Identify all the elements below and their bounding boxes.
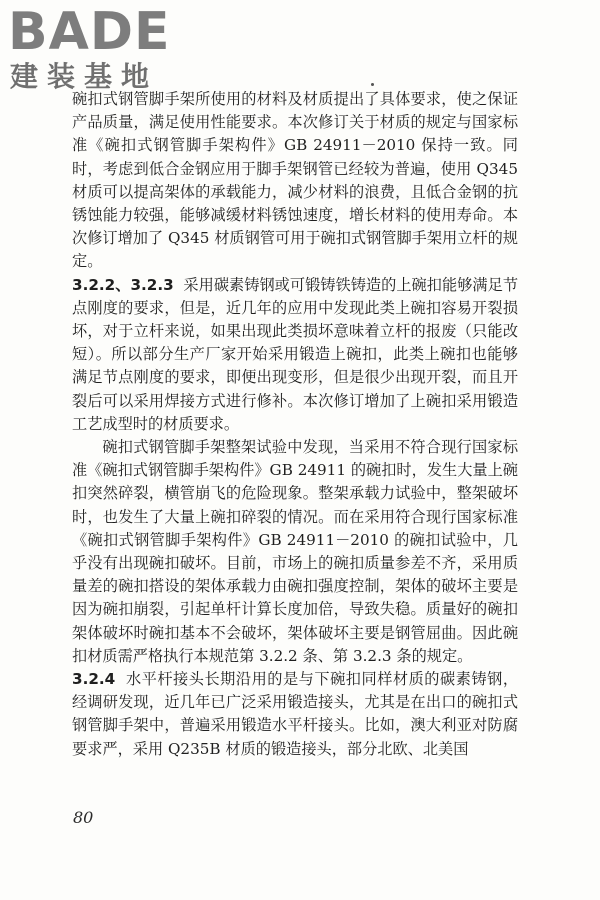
paragraph-test-results: 碗扣式钢管脚手架整架试验中发现，当采用不符合现行国家标准《碗扣式钢管脚手架构件》GB 24911 的碗扣时，发生大量上碗扣突然碎裂，横管崩飞的危险现象。整架承载力试验中，整架破坏时，也发生了大量上碗扣碎裂的情况。而在采用符合现行国家标准《碗扣式钢管脚手架构件》GB 24911－2010 的碗扣试验中，几乎没有出现碗扣破坏。目前，市场上的碗扣质量参差不齐，采用质量差的碗扣搭设的架体承载力由碗扣强度控制，架体的破坏主要是因为碗扣崩裂，引起单杆计算长度加倍，导致失稳。质量好的碗扣架体破坏时碗扣基本不会破坏，架体破坏主要是钢管屈曲。因此碗扣材质需严格执行本规范第 3.2.2 条、第 3.2.3 条的规定。 [72, 438, 518, 665]
watermark-logo [8, 2, 183, 96]
body-text [72, 88, 518, 761]
paragraph-3-2-2 [72, 274, 518, 436]
watermark-brand: BADE [8, 2, 171, 62]
section-text: 采用碳素铸钢或可锻铸铁铸造的上碗扣能够满足节点刚度的要求，但是，近几年的应用中发现此类上碗扣容易开裂损坏，对于立杆来说，如果出现此类损坏意味着立杆的报废（只能改短）。所以部分生产厂家开始采用锻造上碗扣，此类上碗扣也能够满足节点刚度的要求，即便出现变形，但是很少出现开裂，而且开裂后可以采用焊接方式进行修补。本次修订增加了上碗扣采用锻造工艺成型时的材质要求。 [72, 275, 519, 433]
paragraph-3-2-4 [72, 668, 518, 761]
scan-speck [371, 83, 374, 86]
section-number: 3.2.4 [72, 670, 116, 689]
paragraph-materials: 碗扣式钢管脚手架所使用的材料及材质提出了具体要求，使之保证产品质量，满足使用性能要求。本次修订关于材质的规定与国家标准《碗扣式钢管脚手架构件》GB 24911－2010 保持一致。同时，考虑到低合金钢应用于脚手架钢管已经较为普遍，使用 Q345 材质可以提高架体的承载能力，减少材料的浪费，且低合金钢的抗锈蚀能力较强，能够减缓材料锈蚀速度，增长材料的使用寿命。本次修订增加了 Q345 材质钢管可用于碗扣式钢管脚手架用立杆的规定。 [72, 90, 518, 271]
page-number: 80 [73, 808, 94, 827]
section-text: 水平杆接头长期沿用的是与下碗扣同样材质的碳素铸钢，经调研发现，近几年已广泛采用锻造接头，尤其是在出口的碗扣式钢管脚手架中，普遍采用锻造水平杆接头。比如，澳大利亚对防腐要求严，采用 Q235B 材质的锻造接头，部分北欧、北美国 [72, 670, 518, 758]
watermark-subtitle: 建装基地 [10, 60, 159, 93]
section-number: 3.2.2、3.2.3 [72, 275, 174, 294]
